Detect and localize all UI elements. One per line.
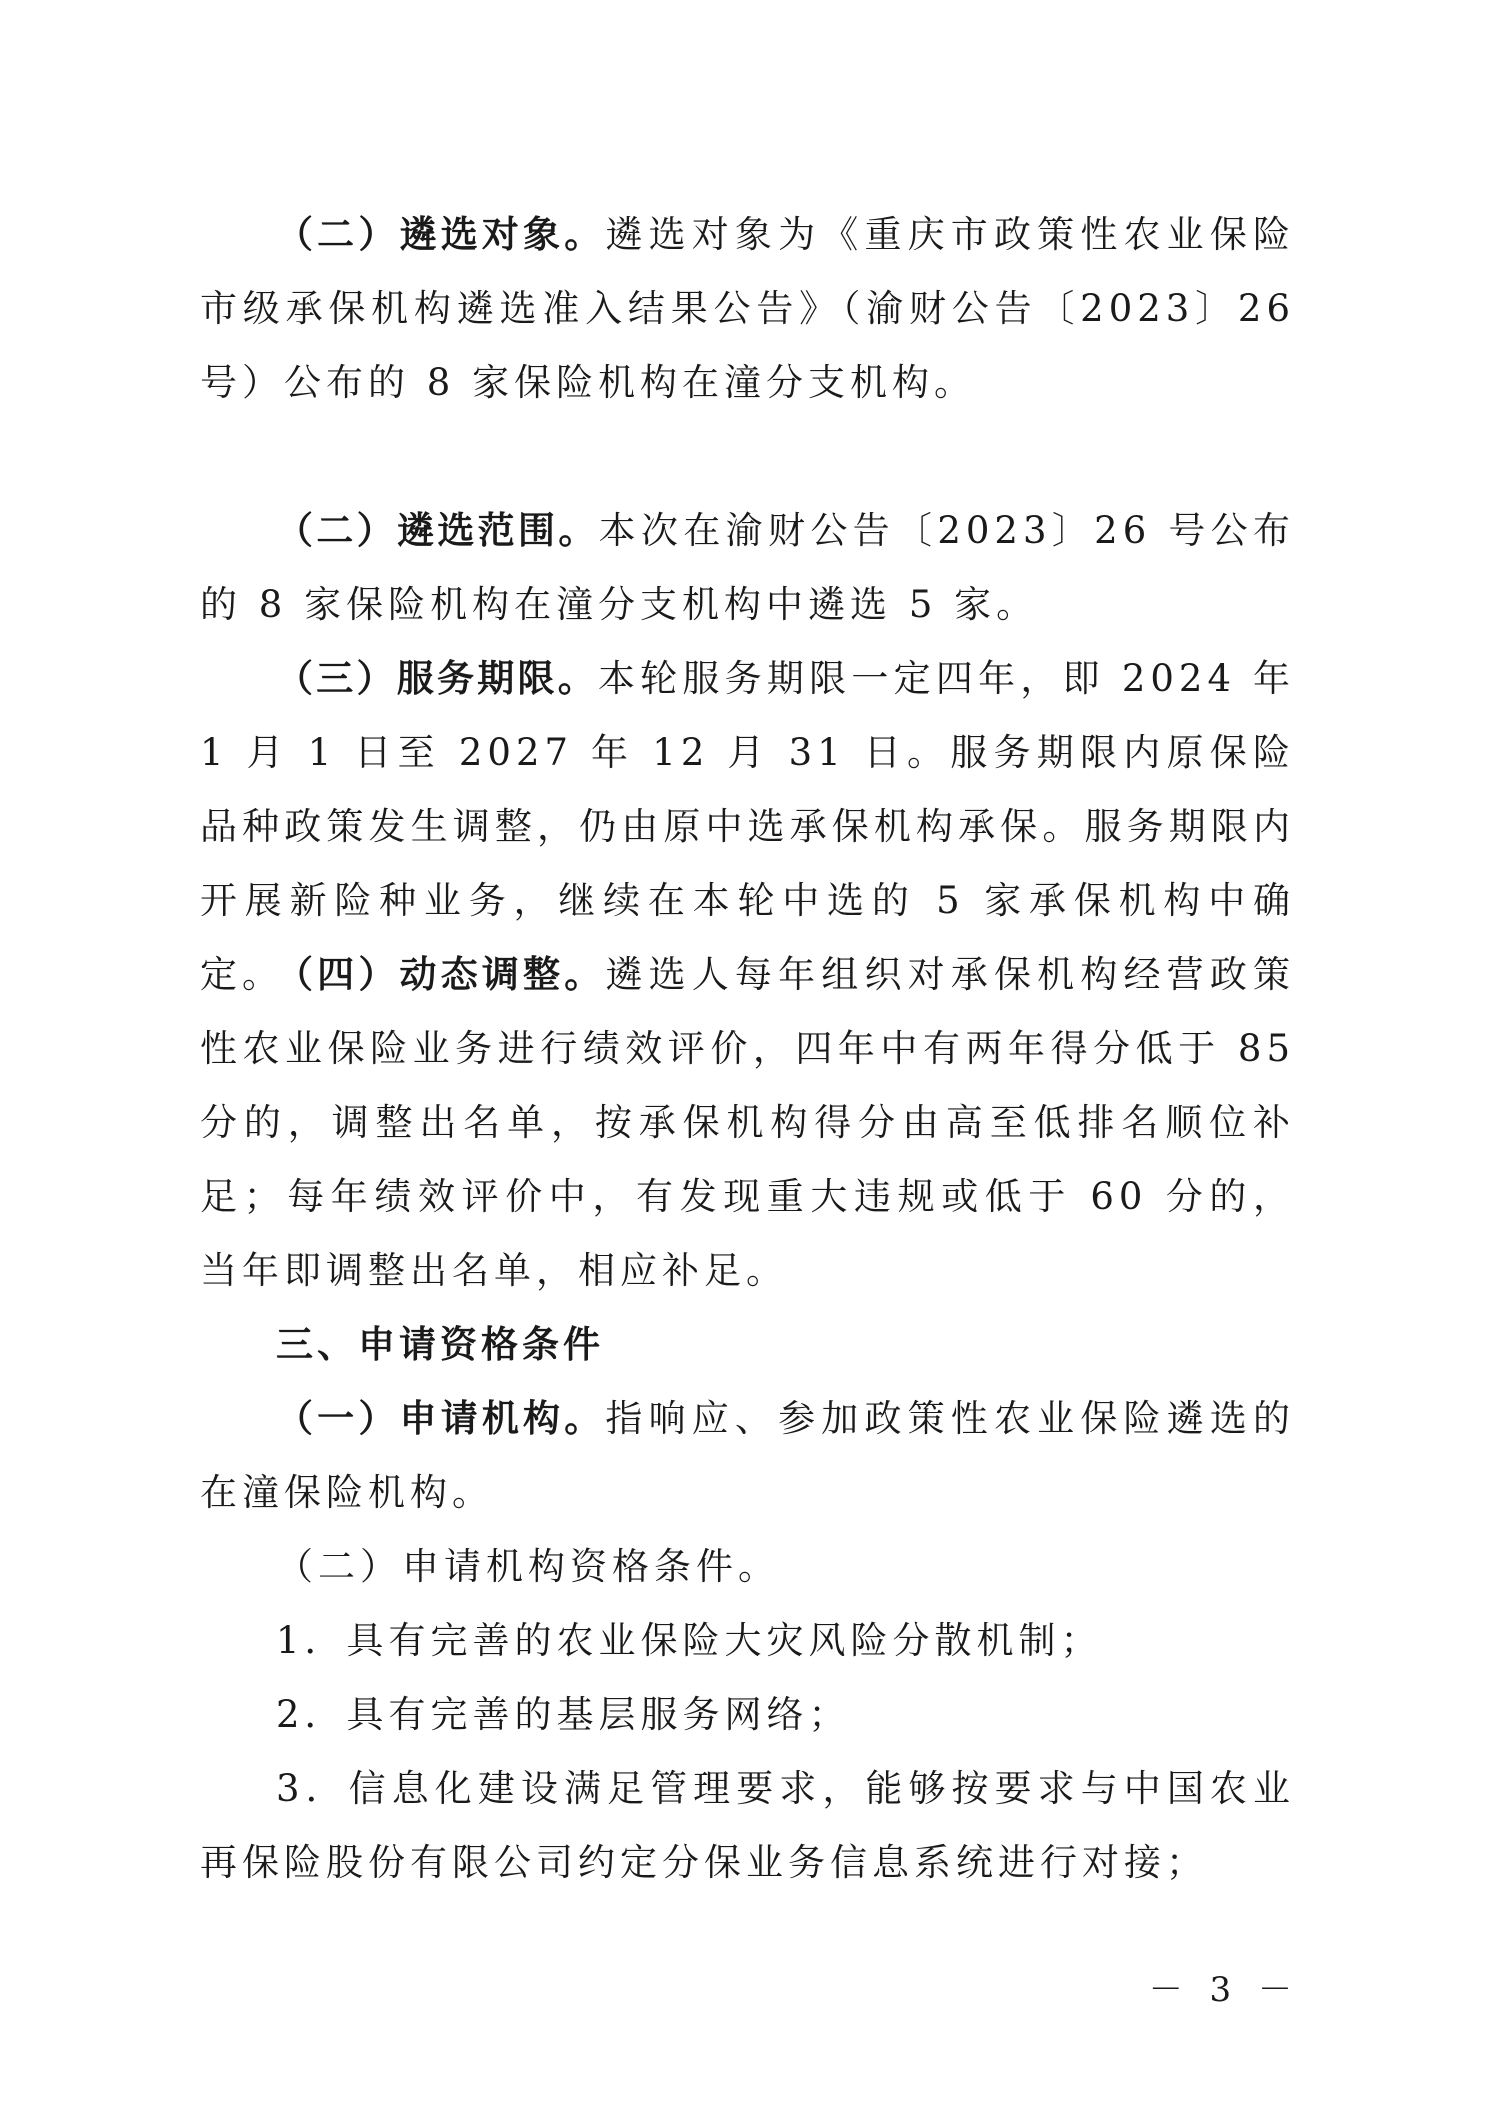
paragraph-body: 遴选人每年组织对承保机构经营政策性农业保险业务进行绩效评价，四年中有两年得分低于 85 分的，调整出名单，按承保机构得分由高至低排名顺位补足；每年绩效评价中，有发现重大违规或低于 60 分的，当年即调整出名单，相应补足。 (200, 953, 1296, 1292)
paragraph-body: （二）申请机构资格条件。 (276, 1545, 780, 1588)
list-item-3 (200, 1752, 1295, 1900)
paragraph-selection-scope (200, 494, 1295, 642)
paragraph-lead: （四）动态调整。 (276, 953, 606, 996)
paragraph-body: 3．信息化建设满足管理要求，能够按要求与中国农业再保险股份有限公司约定分保业务信息系统进行对接； (200, 1767, 1295, 1884)
paragraph-lead: （一）申请机构。 (276, 1397, 606, 1440)
paragraph-body: 2．具有完善的基层服务网络； (276, 1693, 851, 1736)
paragraph-lead: （二）遴选范围。 (276, 509, 599, 552)
paragraph-qualification-title (200, 1530, 1295, 1604)
paragraph-body: 本次在渝财公告〔2023〕26 号公布的 8 家保险机构在潼分支机构中遴选 5 家。 (200, 509, 1295, 626)
paragraph-lead: （三）服务期限。 (276, 657, 598, 700)
paragraph-lead: （二）遴选对象。 (276, 213, 606, 256)
section-heading: 三、申请资格条件 (276, 1323, 604, 1366)
paragraph-applicant (200, 1382, 1295, 1530)
paragraph-body: 遴选对象为《重庆市政策性农业保险市级承保机构遴选准入结果公告》（渝财公告〔2023〕26 号）公布的 8 家保险机构在潼分支机构。 (200, 213, 1296, 404)
page-number: － 3 － (1148, 1970, 1300, 2010)
paragraph-dynamic-adjustment (200, 938, 1295, 1308)
paragraph-body: 1．具有完善的农业保险大灾风险分散机制； (276, 1619, 1103, 1662)
paragraph-body: 本轮服务期限一定四年，即 2024 年 1 月 1 日至 2027 年 12 月 31 日。服务期限内原保险品种政策发生调整，仍由原中选承保机构承保。服务期限内开展新险种业务，继续在本轮中选的 5 家承保机构中确定。 (200, 657, 1296, 996)
list-item-2 (200, 1678, 1295, 1752)
paragraph-body: 指响应、参加政策性农业保险遴选的在潼保险机构。 (200, 1397, 1296, 1514)
list-item-1 (200, 1604, 1295, 1678)
paragraph-selection-target (200, 198, 1295, 420)
